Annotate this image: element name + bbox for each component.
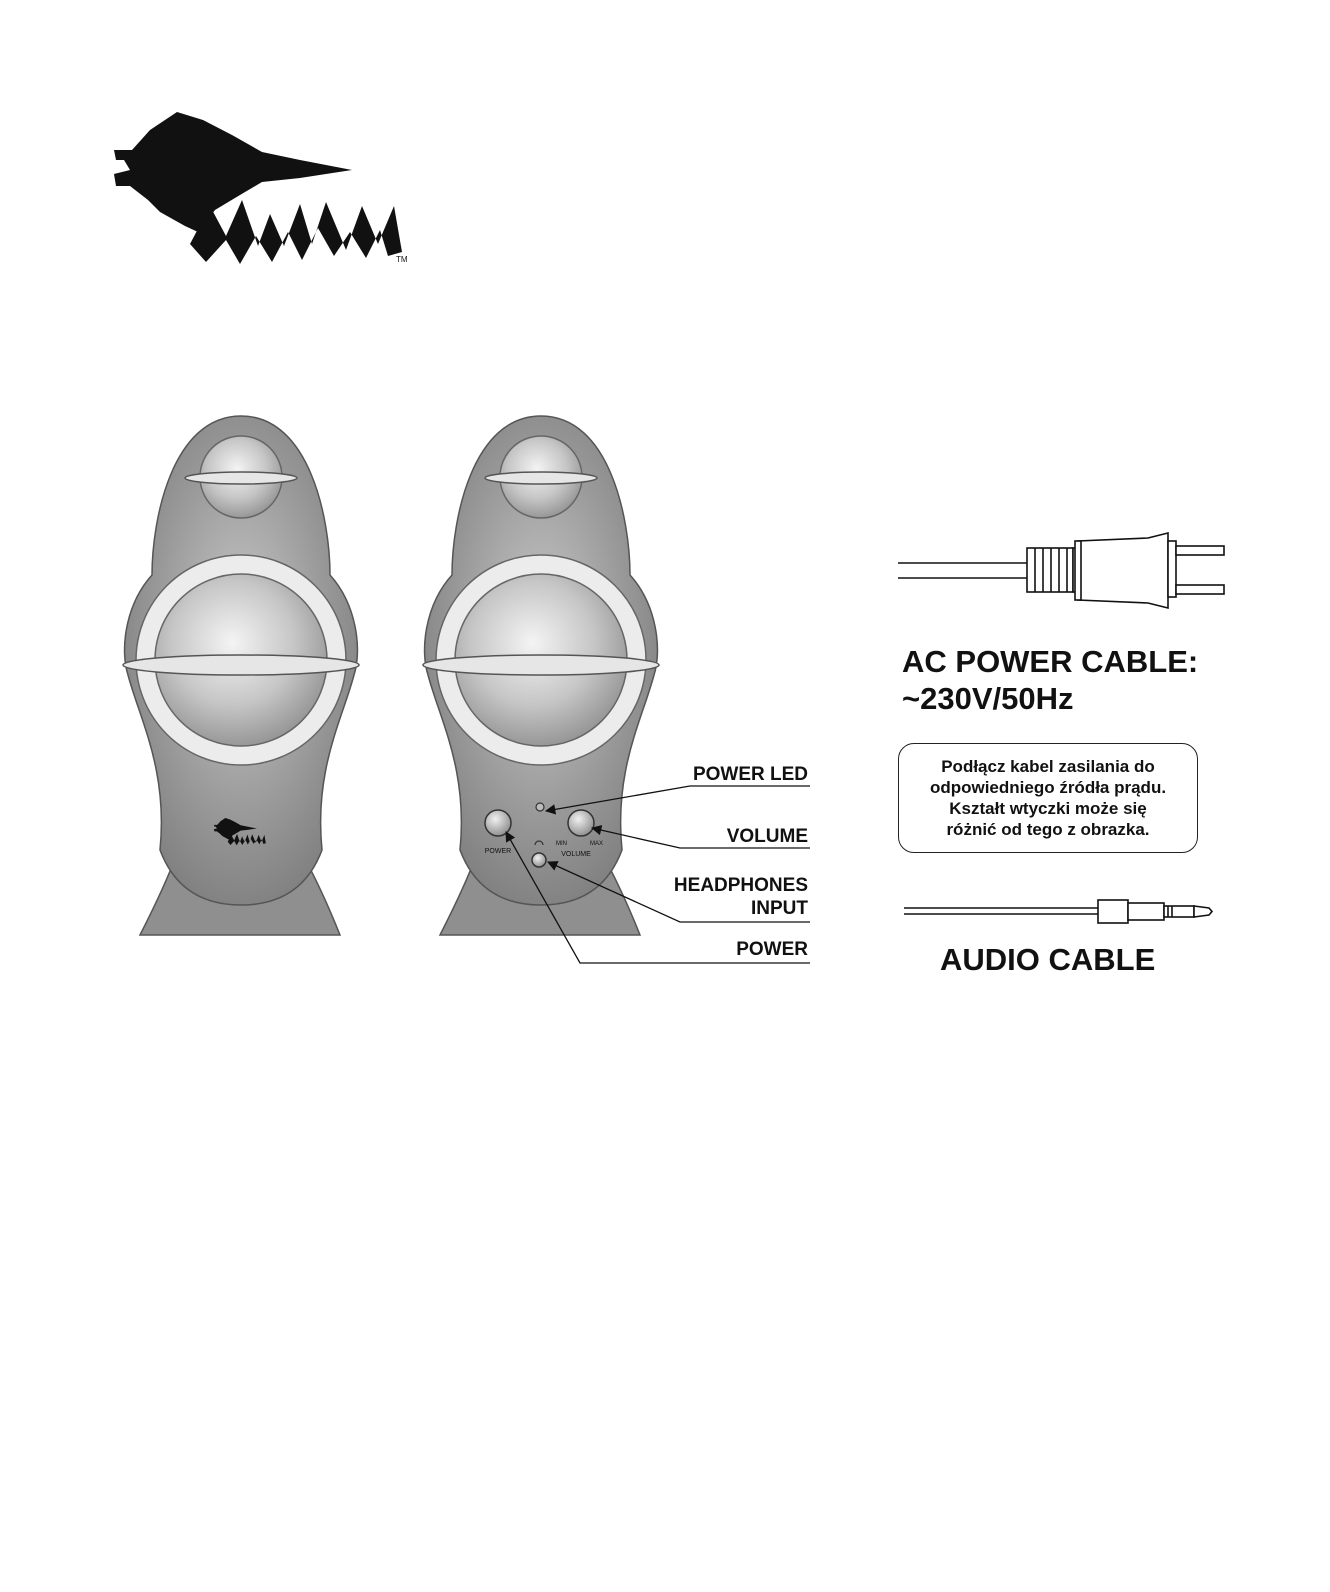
ac-power-cable-title-line1: AC POWER CABLE: xyxy=(902,644,1199,679)
callout-power: POWER xyxy=(736,939,808,960)
manta-logo xyxy=(114,112,408,264)
ac-power-cable-voltage: ~230V/50Hz xyxy=(902,681,1074,716)
volume-min-label: MIN xyxy=(556,841,567,847)
power-note-box xyxy=(898,743,1198,853)
headphones-jack[interactable] xyxy=(532,853,546,867)
speaker-right xyxy=(423,416,659,935)
power-button-label: POWER xyxy=(484,848,512,855)
power-note-text: Podłącz kabel zasilania do odpowiedniego źródła prądu. Kształt wtyczki może się różnić od tego z obrazka. xyxy=(929,757,1167,839)
volume-label: VOLUME xyxy=(561,851,591,858)
speaker-left xyxy=(123,416,359,935)
volume-knob[interactable] xyxy=(568,810,594,836)
audio-cable-icon xyxy=(904,900,1212,923)
ac-power-cable-title xyxy=(902,643,1198,717)
manta-ray-icon xyxy=(114,112,352,232)
volume-max-label: MAX xyxy=(590,841,604,847)
audio-cable-title: AUDIO CABLE xyxy=(940,942,1156,977)
callout-volume: VOLUME xyxy=(726,826,808,847)
power-led-icon xyxy=(536,803,544,811)
callout-power-led: POWER LED xyxy=(692,764,808,785)
trademark-symbol: TM xyxy=(396,255,408,264)
ac-plug-icon xyxy=(898,533,1224,608)
callout-headphones-input: INPUT xyxy=(751,898,808,919)
callout-headphones: HEADPHONES xyxy=(673,875,808,896)
power-button[interactable] xyxy=(485,810,511,836)
manta-wordmark-shape xyxy=(190,200,402,264)
